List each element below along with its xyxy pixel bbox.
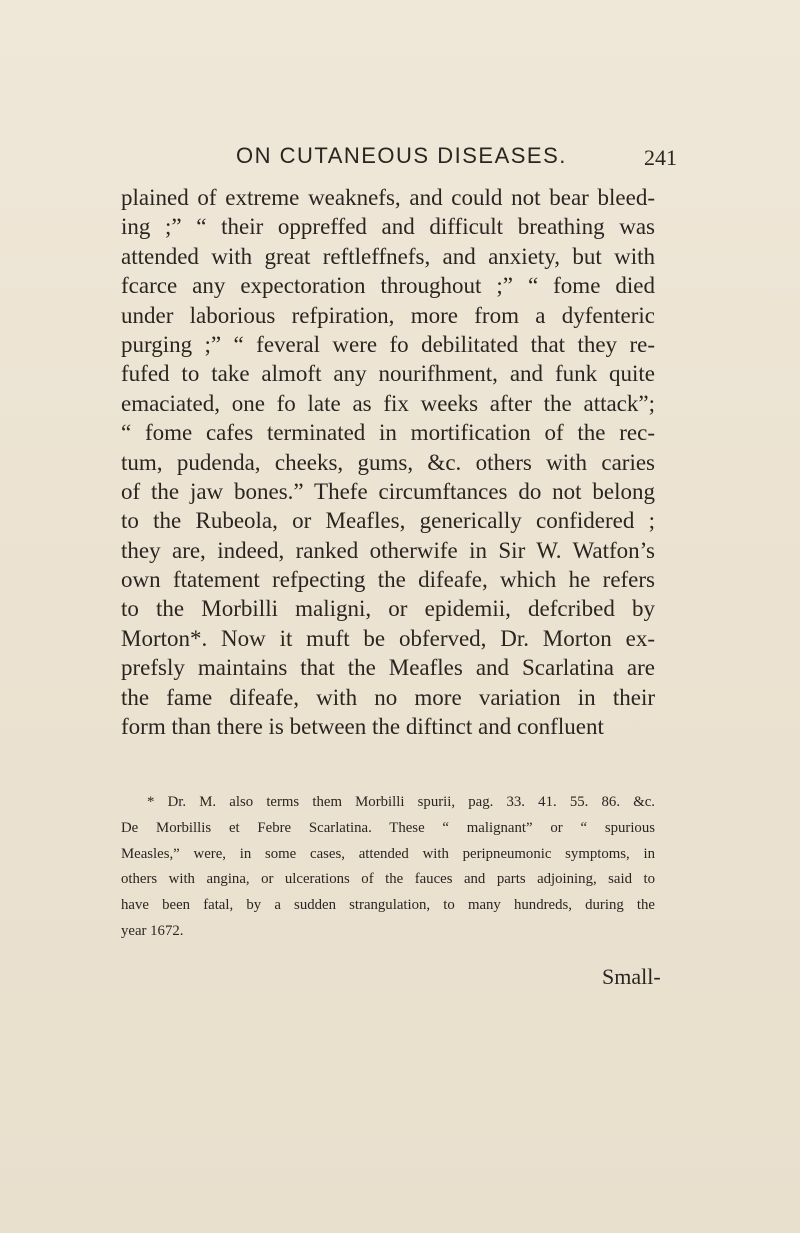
body-line: tum, pudenda, cheeks, gums, &c. others with caries <box>121 449 655 475</box>
footnote-line: others with angina, or ulcerations of the fauces and parts adjoining, said to <box>121 871 655 888</box>
body-line: “ fome cafes terminated in mortification of the rec- <box>121 420 655 446</box>
catchword: Small- <box>602 964 661 989</box>
body-line: Morton*. Now it muft be obferved, Dr. Morton ex- <box>121 625 655 651</box>
body-line: of the jaw bones.” Thefe circumftances do not belong <box>121 478 655 504</box>
body-line: prefsly maintains that the Meafles and Scarlatina are <box>121 655 655 681</box>
body-line: to the Rubeola, or Meafles, generically confidered ; <box>121 508 655 534</box>
body-line: to the Morbilli maligni, or epidemii, defcribed by <box>121 596 655 622</box>
body-line: plained of extreme weaknefs, and could not bear bleed- <box>121 185 655 210</box>
body-text <box>121 183 655 741</box>
running-title: ON CUTANEOUS DISEASES. <box>236 143 567 168</box>
body-line: fcarce any expectoration throughout ;” “ fome died <box>121 273 655 299</box>
footnote <box>121 790 655 945</box>
body-line: the fame difeafe, with no more variation in their <box>121 684 655 710</box>
footnote-line: have been fatal, by a sudden strangulation, to many hundreds, during the <box>121 897 655 914</box>
footnote-line: year 1672. <box>121 922 184 939</box>
page-number: 241 <box>644 145 677 170</box>
body-line: emaciated, one fo late as fix weeks after the attack”; <box>121 390 655 416</box>
body-line: fufed to take almoft any nourifhment, and funk quite <box>121 361 655 387</box>
footnote-line: Measles,” were, in some cases, attended with peripneumonic symptoms, in <box>121 845 655 862</box>
body-line: they are, indeed, ranked otherwife in Sir W. Watfon’s <box>121 537 655 563</box>
body-line: own ftatement refpecting the difeafe, which he refers <box>121 567 655 593</box>
body-line: under laborious refpiration, more from a dyfenteric <box>121 302 655 328</box>
body-line: attended with great reftleffnefs, and anxiety, but with <box>121 243 655 269</box>
body-line: ing ;” “ their oppreffed and difficult breathing was <box>121 214 655 240</box>
running-header <box>236 143 686 169</box>
footnote-line: De Morbillis et Febre Scarlatina. These “ malignant” or “ spurious <box>121 819 655 836</box>
body-line: purging ;” “ feveral were fo debilitated that they re- <box>121 331 655 357</box>
footnote-line: * Dr. M. also terms them Morbilli spurii, pag. 33. 41. 55. 86. &c. <box>147 794 655 810</box>
body-line: form than there is between the diftinct and confluent <box>121 714 604 740</box>
